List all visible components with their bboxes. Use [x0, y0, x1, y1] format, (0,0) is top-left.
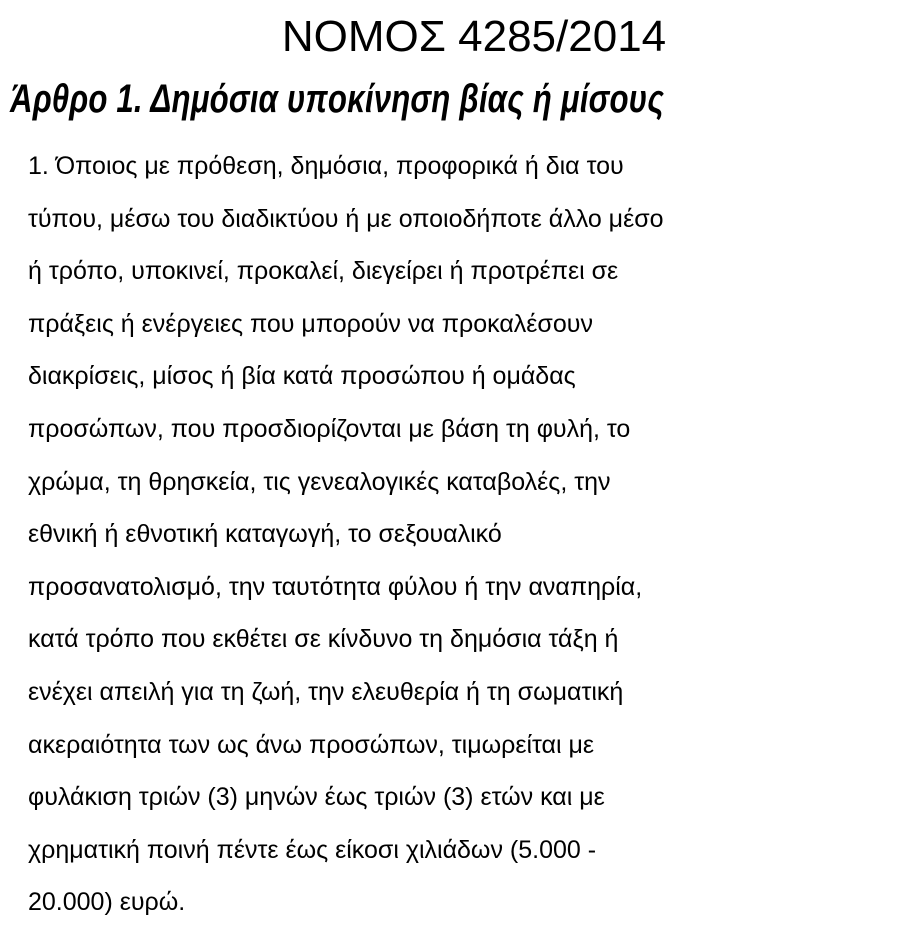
- paragraph-line: 20.000) ευρώ.: [28, 888, 186, 917]
- paragraph-line: κατά τρόπο που εκθέτει σε κίνδυνο τη δημόσια τάξη ή: [28, 625, 619, 654]
- article-heading: Άρθρο 1. Δημόσια υποκίνηση βίας ή μίσους: [10, 77, 665, 121]
- paragraph-line: εθνική ή εθνοτική καταγωγή, το σεξουαλικό: [28, 520, 502, 549]
- paragraph-line: 1. Όποιος με πρόθεση, δημόσια, προφορικά ή δια του: [28, 152, 624, 180]
- paragraph-line: χρώμα, τη θρησκεία, τις γενεαλογικές καταβολές, την: [28, 467, 611, 496]
- paragraph-line: προσανατολισμό, την ταυτότητα φύλου ή την αναπηρία,: [28, 572, 643, 601]
- law-title: ΝΟΜΟΣ 4285/2014: [281, 12, 667, 61]
- paragraph-line: χρηματική ποινή πέντε έως είκοσι χιλιάδων (5.000 -: [28, 835, 597, 864]
- article-paragraph: [28, 140, 914, 929]
- paragraph-line: πράξεις ή ενέργειες που μπορούν να προκαλέσουν: [28, 309, 593, 338]
- paragraph-line: ενέχει απειλή για τη ζωή, την ελευθερία ή τη σωματική: [28, 677, 624, 706]
- paragraph-line: ή τρόπο, υποκινεί, προκαλεί, διεγείρει ή προτρέπει σε: [28, 257, 619, 286]
- paragraph-line: φυλάκιση τριών (3) μηνών έως τριών (3) ετών και με: [28, 783, 605, 812]
- paragraph-line: ακεραιότητα των ως άνω προσώπων, τιμωρείται με: [28, 730, 595, 759]
- paragraph-line: διακρίσεις, μίσος ή βία κατά προσώπου ή ομάδας: [28, 362, 576, 391]
- paragraph-line: προσώπων, που προσδιορίζονται με βάση τη φυλή, το: [28, 414, 631, 443]
- paragraph-line: τύπου, μέσω του διαδικτύου ή με οποιοδήποτε άλλο μέσο: [28, 204, 664, 233]
